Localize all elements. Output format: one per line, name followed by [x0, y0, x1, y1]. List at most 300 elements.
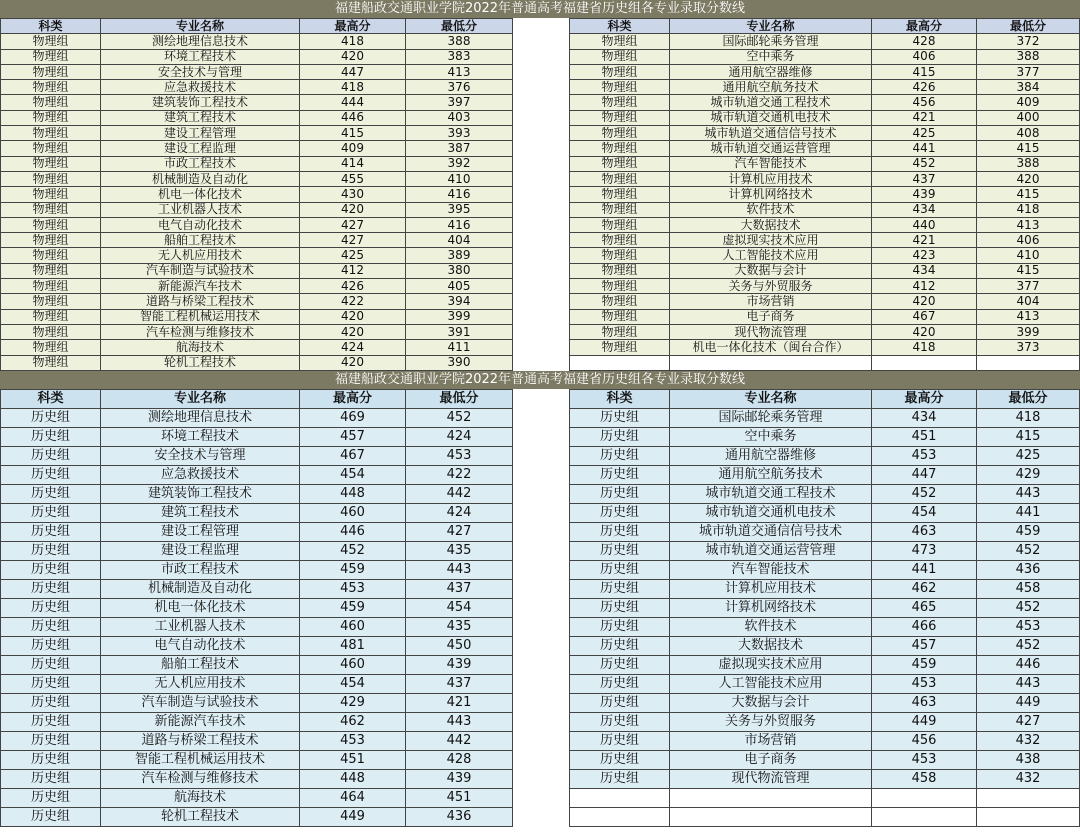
category-cell: 历史组 [570, 541, 670, 560]
major-name-header: 专业名称 [101, 19, 300, 34]
min-score-cell: 394 [406, 294, 513, 309]
table-row [570, 202, 1080, 217]
min-score-cell: 410 [406, 171, 513, 186]
table-row [1, 693, 513, 712]
min-score-cell: 418 [977, 202, 1080, 217]
major-name-cell: 计算机应用技术 [670, 579, 872, 598]
table-row [1, 579, 513, 598]
table-row [570, 324, 1080, 339]
min-score-cell: 418 [977, 408, 1080, 427]
max-score-cell: 449 [300, 807, 406, 826]
min-score-cell: 388 [977, 49, 1080, 64]
min-score-cell: 436 [977, 560, 1080, 579]
category-cell: 历史组 [1, 579, 101, 598]
max-score-header: 最高分 [872, 19, 977, 34]
table-row [570, 503, 1080, 522]
min-score-cell: 442 [406, 731, 513, 750]
max-score-cell: 460 [300, 617, 406, 636]
category-cell: 历史组 [570, 731, 670, 750]
table-row [570, 263, 1080, 278]
min-score-cell: 416 [406, 217, 513, 232]
major-name-cell: 通用航空器维修 [670, 446, 872, 465]
min-score-cell: 397 [406, 95, 513, 110]
table-row [1, 355, 513, 370]
table-row [1, 64, 513, 79]
category-cell: 物理组 [1, 202, 101, 217]
major-name-cell: 现代物流管理 [670, 324, 872, 339]
empty-cell [872, 788, 977, 807]
min-score-cell: 435 [406, 541, 513, 560]
category-cell: 物理组 [1, 355, 101, 370]
max-score-cell: 459 [300, 598, 406, 617]
min-score-cell: 377 [977, 64, 1080, 79]
max-score-cell: 455 [300, 171, 406, 186]
column-gap [513, 389, 569, 827]
table-row [1, 95, 513, 110]
category-cell: 历史组 [570, 598, 670, 617]
table-row [1, 248, 513, 263]
max-score-cell: 418 [300, 34, 406, 49]
table-row [570, 427, 1080, 446]
category-cell: 历史组 [570, 408, 670, 427]
min-score-cell: 459 [977, 522, 1080, 541]
category-cell: 物理组 [570, 49, 670, 64]
max-score-cell: 409 [300, 141, 406, 156]
max-score-cell: 446 [300, 522, 406, 541]
major-name-cell: 空中乘务 [670, 49, 872, 64]
max-score-cell: 453 [872, 674, 977, 693]
max-score-cell: 437 [872, 171, 977, 186]
major-name-cell: 计算机应用技术 [670, 171, 872, 186]
max-score-cell: 425 [300, 248, 406, 263]
category-cell: 物理组 [570, 324, 670, 339]
max-score-header: 最高分 [300, 389, 406, 408]
category-cell: 物理组 [570, 294, 670, 309]
category-cell: 历史组 [570, 693, 670, 712]
empty-cell [977, 355, 1080, 370]
category-cell: 物理组 [570, 156, 670, 171]
table-row [570, 171, 1080, 186]
table-row [1, 617, 513, 636]
max-score-cell: 451 [300, 750, 406, 769]
category-cell: 历史组 [1, 408, 101, 427]
category-cell: 历史组 [1, 617, 101, 636]
major-name-cell: 软件技术 [670, 202, 872, 217]
min-score-cell: 403 [406, 110, 513, 125]
min-score-cell: 392 [406, 156, 513, 171]
major-name-cell: 电子商务 [670, 750, 872, 769]
max-score-cell: 434 [872, 263, 977, 278]
min-score-cell: 391 [406, 324, 513, 339]
min-score-header: 最低分 [977, 19, 1080, 34]
category-cell: 历史组 [570, 427, 670, 446]
category-cell: 历史组 [570, 560, 670, 579]
category-cell: 历史组 [1, 769, 101, 788]
table-row [1, 427, 513, 446]
table-row [570, 156, 1080, 171]
table-row [570, 408, 1080, 427]
empty-cell [570, 788, 670, 807]
major-name-cell: 航海技术 [101, 788, 300, 807]
category-cell: 历史组 [1, 674, 101, 693]
major-name-cell: 关务与外贸服务 [670, 279, 872, 294]
max-score-cell: 481 [300, 636, 406, 655]
category-cell: 物理组 [570, 233, 670, 248]
max-score-cell: 422 [300, 294, 406, 309]
max-score-cell: 451 [872, 427, 977, 446]
max-score-cell: 412 [300, 263, 406, 278]
category-cell: 物理组 [570, 171, 670, 186]
max-score-cell: 464 [300, 788, 406, 807]
major-name-cell: 国际邮轮乘务管理 [670, 34, 872, 49]
table-row [1, 674, 513, 693]
max-score-cell: 412 [872, 279, 977, 294]
major-name-cell: 市政工程技术 [101, 560, 300, 579]
physics-section-title: 福建船政交通职业学院2022年普通高考福建省历史组各专业录取分数线 [0, 0, 1080, 18]
category-cell: 历史组 [570, 712, 670, 731]
major-name-cell: 城市轨道交通运营管理 [670, 141, 872, 156]
max-score-cell: 423 [872, 248, 977, 263]
major-name-cell: 关务与外贸服务 [670, 712, 872, 731]
max-score-cell: 406 [872, 49, 977, 64]
major-name-cell: 机械制造及自动化 [101, 171, 300, 186]
category-cell: 历史组 [570, 446, 670, 465]
category-cell: 物理组 [1, 95, 101, 110]
table-row [1, 34, 513, 49]
major-name-cell: 建筑工程技术 [101, 503, 300, 522]
category-cell: 历史组 [570, 579, 670, 598]
min-score-cell: 439 [406, 655, 513, 674]
min-score-cell: 443 [406, 560, 513, 579]
table-row [1, 340, 513, 355]
category-cell: 物理组 [1, 340, 101, 355]
table-row [570, 248, 1080, 263]
max-score-cell: 448 [300, 484, 406, 503]
table-row [570, 355, 1080, 370]
major-name-cell: 市场营销 [670, 294, 872, 309]
empty-cell [670, 807, 872, 826]
major-name-cell: 环境工程技术 [101, 49, 300, 64]
category-cell: 物理组 [1, 309, 101, 324]
min-score-cell: 400 [977, 110, 1080, 125]
min-score-header: 最低分 [977, 389, 1080, 408]
max-score-cell: 458 [872, 769, 977, 788]
category-cell: 历史组 [570, 769, 670, 788]
history-right-table [569, 389, 1080, 827]
table-row [570, 484, 1080, 503]
min-score-cell: 453 [977, 617, 1080, 636]
table-row [1, 171, 513, 186]
max-score-cell: 454 [300, 465, 406, 484]
min-score-cell: 390 [406, 355, 513, 370]
max-score-cell: 465 [872, 598, 977, 617]
category-cell: 物理组 [1, 217, 101, 232]
table-row [570, 693, 1080, 712]
category-cell: 物理组 [1, 171, 101, 186]
max-score-cell: 452 [300, 541, 406, 560]
major-name-cell: 建设工程监理 [101, 141, 300, 156]
min-score-cell: 409 [977, 95, 1080, 110]
table-row [570, 579, 1080, 598]
category-cell: 历史组 [570, 674, 670, 693]
category-cell: 物理组 [1, 80, 101, 95]
min-score-cell: 388 [977, 156, 1080, 171]
major-name-cell: 人工智能技术应用 [670, 248, 872, 263]
table-row [1, 202, 513, 217]
min-score-cell: 406 [977, 233, 1080, 248]
table-row [570, 522, 1080, 541]
category-cell: 物理组 [1, 294, 101, 309]
max-score-cell: 447 [872, 465, 977, 484]
min-score-cell: 372 [977, 34, 1080, 49]
major-name-cell: 汽车智能技术 [670, 156, 872, 171]
category-cell: 物理组 [1, 248, 101, 263]
max-score-cell: 469 [300, 408, 406, 427]
major-name-cell: 市政工程技术 [101, 156, 300, 171]
table-row [570, 340, 1080, 355]
major-name-cell: 现代物流管理 [670, 769, 872, 788]
category-cell: 物理组 [570, 141, 670, 156]
category-cell: 历史组 [1, 427, 101, 446]
max-score-cell: 427 [300, 217, 406, 232]
table-row [570, 598, 1080, 617]
category-cell: 历史组 [1, 788, 101, 807]
max-score-cell: 430 [300, 187, 406, 202]
major-name-cell: 计算机网络技术 [670, 187, 872, 202]
table-row [1, 156, 513, 171]
table-row [1, 49, 513, 64]
table-row [570, 187, 1080, 202]
min-score-cell: 422 [406, 465, 513, 484]
min-score-cell: 424 [406, 503, 513, 522]
max-score-cell: 462 [872, 579, 977, 598]
min-score-cell: 443 [977, 484, 1080, 503]
major-name-cell: 汽车检测与维修技术 [101, 324, 300, 339]
major-name-cell: 航海技术 [101, 340, 300, 355]
table-row [1, 484, 513, 503]
major-name-cell: 软件技术 [670, 617, 872, 636]
category-cell: 历史组 [570, 522, 670, 541]
min-score-cell: 451 [406, 788, 513, 807]
min-score-cell: 383 [406, 49, 513, 64]
category-cell: 物理组 [570, 126, 670, 141]
min-score-cell: 415 [977, 263, 1080, 278]
table-row [570, 64, 1080, 79]
max-score-cell: 453 [300, 731, 406, 750]
max-score-cell: 420 [300, 324, 406, 339]
min-score-header: 最低分 [406, 19, 513, 34]
min-score-cell: 432 [977, 731, 1080, 750]
min-score-cell: 380 [406, 263, 513, 278]
max-score-cell: 467 [300, 446, 406, 465]
max-score-cell: 421 [872, 110, 977, 125]
empty-cell [872, 355, 977, 370]
table-row [570, 750, 1080, 769]
major-name-header: 专业名称 [670, 389, 872, 408]
min-score-cell: 413 [406, 64, 513, 79]
max-score-cell: 434 [872, 202, 977, 217]
category-cell: 物理组 [1, 110, 101, 125]
major-name-cell: 汽车制造与试验技术 [101, 693, 300, 712]
category-cell: 物理组 [570, 340, 670, 355]
max-score-cell: 415 [300, 126, 406, 141]
major-name-cell: 市场营销 [670, 731, 872, 750]
major-name-cell: 大数据技术 [670, 636, 872, 655]
table-row [570, 34, 1080, 49]
history-left-table [0, 389, 513, 827]
min-score-cell: 443 [406, 712, 513, 731]
min-score-cell: 429 [977, 465, 1080, 484]
max-score-cell: 444 [300, 95, 406, 110]
major-name-cell: 轮机工程技术 [101, 355, 300, 370]
table-row [1, 446, 513, 465]
table-row [1, 750, 513, 769]
major-name-cell: 船舶工程技术 [101, 233, 300, 248]
empty-cell [977, 807, 1080, 826]
major-name-cell: 虚拟现实技术应用 [670, 655, 872, 674]
max-score-cell: 453 [872, 446, 977, 465]
category-cell: 历史组 [1, 484, 101, 503]
physics-section [0, 18, 1080, 371]
max-score-cell: 457 [300, 427, 406, 446]
major-name-cell: 无人机应用技术 [101, 674, 300, 693]
major-name-cell: 大数据与会计 [670, 693, 872, 712]
table-row [1, 408, 513, 427]
table-row [1, 807, 513, 826]
major-name-cell: 机电一体化技术 [101, 187, 300, 202]
min-score-cell: 404 [977, 294, 1080, 309]
min-score-cell: 443 [977, 674, 1080, 693]
min-score-cell: 415 [977, 141, 1080, 156]
table-row [1, 126, 513, 141]
table-row [570, 617, 1080, 636]
min-score-cell: 389 [406, 248, 513, 263]
category-cell: 物理组 [1, 126, 101, 141]
major-name-header: 专业名称 [101, 389, 300, 408]
major-name-cell: 电气自动化技术 [101, 636, 300, 655]
category-cell: 历史组 [1, 503, 101, 522]
table-row [1, 712, 513, 731]
table-row [1, 263, 513, 278]
table-row [570, 560, 1080, 579]
major-name-header: 专业名称 [670, 19, 872, 34]
min-score-cell: 438 [977, 750, 1080, 769]
table-row [570, 217, 1080, 232]
max-score-cell: 420 [300, 202, 406, 217]
table-row [1, 636, 513, 655]
header-row [1, 389, 513, 408]
max-score-cell: 441 [872, 141, 977, 156]
major-name-cell: 空中乘务 [670, 427, 872, 446]
major-name-cell: 人工智能技术应用 [670, 674, 872, 693]
category-cell: 物理组 [570, 187, 670, 202]
max-score-cell: 447 [300, 64, 406, 79]
major-name-cell: 应急救援技术 [101, 465, 300, 484]
min-score-cell: 416 [406, 187, 513, 202]
category-cell: 历史组 [1, 712, 101, 731]
min-score-cell: 413 [977, 217, 1080, 232]
table-row [1, 294, 513, 309]
category-cell: 历史组 [570, 750, 670, 769]
major-name-cell: 建筑装饰工程技术 [101, 484, 300, 503]
physics-right-table [569, 18, 1080, 371]
max-score-cell: 428 [872, 34, 977, 49]
category-cell: 历史组 [1, 655, 101, 674]
max-score-cell: 418 [300, 80, 406, 95]
min-score-cell: 428 [406, 750, 513, 769]
min-score-cell: 399 [406, 309, 513, 324]
max-score-cell: 449 [872, 712, 977, 731]
max-score-cell: 426 [872, 80, 977, 95]
major-name-cell: 新能源汽车技术 [101, 279, 300, 294]
max-score-cell: 440 [872, 217, 977, 232]
major-name-cell: 新能源汽车技术 [101, 712, 300, 731]
header-row [570, 389, 1080, 408]
category-cell: 历史组 [1, 446, 101, 465]
category-cell: 物理组 [1, 187, 101, 202]
table-row [1, 141, 513, 156]
category-cell: 物理组 [1, 263, 101, 278]
major-name-cell: 道路与桥梁工程技术 [101, 294, 300, 309]
min-score-cell: 454 [406, 598, 513, 617]
max-score-cell: 467 [872, 309, 977, 324]
category-cell: 历史组 [570, 655, 670, 674]
major-name-cell: 智能工程机械运用技术 [101, 750, 300, 769]
category-header: 科类 [1, 389, 101, 408]
table-row [1, 217, 513, 232]
table-row [570, 674, 1080, 693]
max-score-cell: 460 [300, 655, 406, 674]
table-row [570, 769, 1080, 788]
category-cell: 历史组 [570, 465, 670, 484]
max-score-cell: 453 [872, 750, 977, 769]
min-score-cell: 387 [406, 141, 513, 156]
empty-cell [570, 807, 670, 826]
category-cell: 物理组 [570, 309, 670, 324]
min-score-cell: 436 [406, 807, 513, 826]
category-cell: 历史组 [570, 503, 670, 522]
min-score-cell: 408 [977, 126, 1080, 141]
major-name-cell: 安全技术与管理 [101, 446, 300, 465]
major-name-cell: 建筑装饰工程技术 [101, 95, 300, 110]
table-row [570, 712, 1080, 731]
min-score-cell: 453 [406, 446, 513, 465]
empty-cell [670, 788, 872, 807]
major-name-cell: 应急救援技术 [101, 80, 300, 95]
max-score-cell: 441 [872, 560, 977, 579]
major-name-cell: 汽车智能技术 [670, 560, 872, 579]
max-score-cell: 446 [300, 110, 406, 125]
max-score-cell: 420 [300, 355, 406, 370]
category-cell: 历史组 [1, 598, 101, 617]
min-score-cell: 452 [406, 408, 513, 427]
category-cell: 物理组 [1, 141, 101, 156]
category-cell: 物理组 [1, 233, 101, 248]
header-row [570, 19, 1080, 34]
major-name-cell: 汽车制造与试验技术 [101, 263, 300, 278]
table-row [570, 95, 1080, 110]
major-name-cell: 机械制造及自动化 [101, 579, 300, 598]
max-score-header: 最高分 [872, 389, 977, 408]
table-row [570, 294, 1080, 309]
category-cell: 历史组 [1, 522, 101, 541]
table-row [1, 769, 513, 788]
category-cell: 物理组 [570, 263, 670, 278]
max-score-cell: 415 [872, 64, 977, 79]
major-name-cell: 城市轨道交通信信号技术 [670, 522, 872, 541]
max-score-cell: 473 [872, 541, 977, 560]
category-header: 科类 [1, 19, 101, 34]
